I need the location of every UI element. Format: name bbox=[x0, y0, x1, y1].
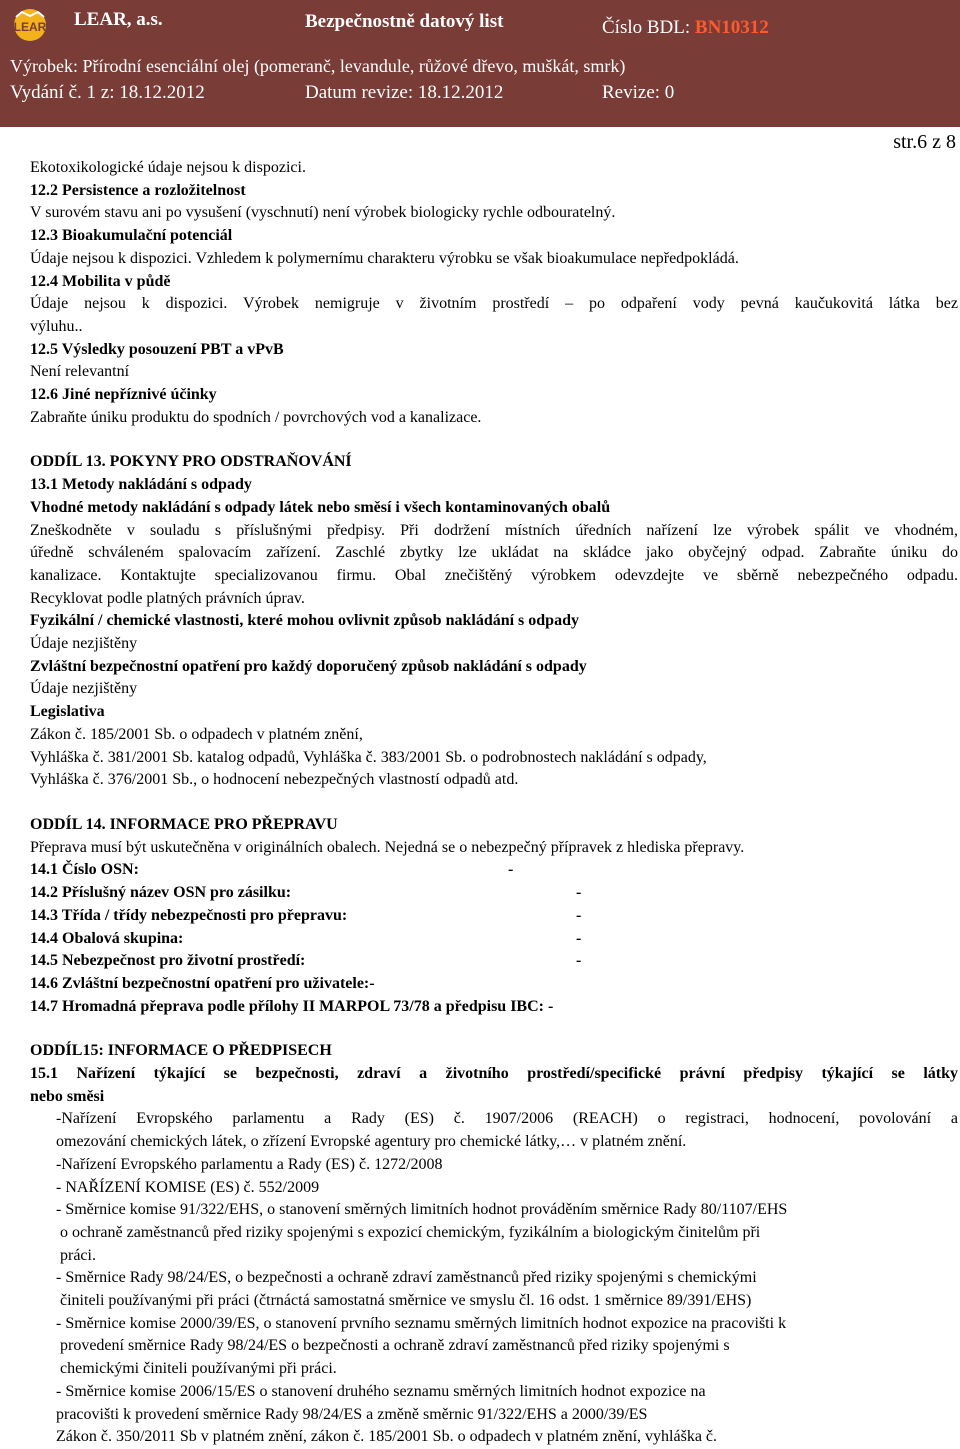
reg-item: - Směrnice komise 2000/39/ES, o stanovení prvního seznamu směrných limitních hodnot expozice na pracovišti k bbox=[56, 1314, 787, 1332]
s14-row-value: - bbox=[576, 884, 582, 902]
s14-intro: Přeprava musí být uskutečněna v originálních obalech. Nejedná se o nebezpečný přípravek z hlediska přepravy. bbox=[30, 838, 745, 856]
s14-row-5 bbox=[30, 950, 958, 973]
s14-row-value: - bbox=[576, 929, 582, 947]
s13-sub-precautions: Zvláštní bezpečnostní opatření pro každý doporučený způsob nakládání s odpady bbox=[30, 657, 587, 675]
svg-text:LEAR: LEAR bbox=[13, 20, 47, 34]
document-type: Bezpečnostně datový list bbox=[305, 11, 504, 32]
s15-1-heading: 15.1 Nařízení týkající se bezpečnosti, zdraví a životního prostředí/specifické právní předpisy týkající se látky bbox=[30, 1065, 958, 1083]
s14-row-label: 14.5 Nebezpečnost pro životní prostředí: bbox=[30, 952, 306, 970]
s14-row-value: - bbox=[508, 861, 514, 879]
s13-para-line4: Recyklovat podle platných právních úprav. bbox=[30, 589, 305, 607]
s12-ecotox-text: Ekotoxikologické údaje nejsou k dispozici. bbox=[30, 159, 306, 176]
reg-item: -Nařízení Evropského parlamentu a Rady (ES) č. 1272/2008 bbox=[56, 1155, 443, 1173]
s14-row-label: 14.2 Příslušný název OSN pro zásilku: bbox=[30, 884, 292, 902]
s14-row-value: - bbox=[576, 952, 582, 970]
reg-item: pracovišti k provedení směrnice Rady 98/24/ES a změně směrnic 91/322/EHS a 2000/39/ES bbox=[56, 1405, 648, 1423]
document-body bbox=[30, 157, 958, 1449]
bdl-number-field bbox=[602, 17, 769, 39]
reg-item: - Směrnice komise 91/322/EHS, o stanovení směrných limitních hodnot prováděním směrnice Rady 80/1107/EHS bbox=[56, 1201, 788, 1219]
s14-row-1 bbox=[30, 859, 958, 882]
s13-legislation-3: Vyhláška č. 376/2001 Sb., o hodnocení nebezpečných vlastností odpadů atd. bbox=[30, 771, 519, 789]
reg-item: - NAŘÍZENÍ KOMISE (ES) č. 552/2009 bbox=[56, 1178, 320, 1196]
reg-item: omezování chemických látek, o zřízení Evropské agentury pro chemické látky,… v platném znění. bbox=[56, 1133, 687, 1151]
s13-title: ODDÍL 13. POKYNY PRO ODSTRAŇOVÁNÍ bbox=[30, 453, 352, 471]
s14-title: ODDÍL 14. INFORMACE PRO PŘEPRAVU bbox=[30, 815, 338, 833]
s13-properties-value: Údaje nezjištěny bbox=[30, 635, 138, 653]
s13-sub-legislation: Legislativa bbox=[30, 703, 105, 721]
s14-row-2 bbox=[30, 882, 958, 905]
product-name: Výrobek: Přírodní esenciální olej (pomeranč, levandule, růžové dřevo, muškát, smrk) bbox=[10, 56, 626, 76]
s12-4-heading: 12.4 Mobilita v půdě bbox=[30, 272, 171, 290]
reg-item: - Směrnice Rady 98/24/ES, o bezpečnosti a ochraně zdraví zaměstnanců před riziky spojenými s chemickými bbox=[56, 1269, 757, 1287]
s12-3-text: Údaje nejsou k dispozici. Vzhledem k polymernímu charakteru výrobku se však bioakumulace nepředpokládá. bbox=[30, 249, 739, 267]
s13-legislation-1: Zákon č. 185/2001 Sb. o odpadech v platném znění, bbox=[30, 725, 363, 743]
s14-row-6: 14.6 Zvláštní bezpečnostní opatření pro uživatele:- bbox=[30, 974, 375, 992]
s12-6-heading: 12.6 Jiné nepříznivé účinky bbox=[30, 386, 217, 404]
revision-date: Datum revize: 18.12.2012 bbox=[305, 82, 504, 103]
s13-1-heading: 13.1 Metody nakládání s odpady bbox=[30, 476, 252, 494]
s12-2-heading: 12.2 Persistence a rozložitelnost bbox=[30, 181, 246, 199]
s15-1-heading-cont: nebo směsi bbox=[30, 1087, 105, 1105]
s14-row-3 bbox=[30, 905, 958, 928]
s14-row-7: 14.7 Hromadná přeprava podle přílohy II MARPOL 73/78 a předpisu IBC: - bbox=[30, 997, 554, 1015]
reg-item: chemickými činiteli používanými při práci. bbox=[60, 1360, 337, 1378]
reg-item: Zákon č. 350/2011 Sb v platném znění, zákon č. 185/2001 Sb. o odpadech v platném znění, vyhláška č. bbox=[56, 1428, 718, 1446]
reg-item: - Směrnice komise 2006/15/ES o stanovení druhého seznamu směrných limitních hodnot expozice na bbox=[56, 1382, 706, 1400]
reg-item: o ochraně zaměstnanců před riziky spojenými s expozicí chemickým, fyzikálním a biologickým činitelům při bbox=[60, 1223, 761, 1241]
s12-5-text: Není relevantní bbox=[30, 363, 130, 381]
s12-4-text: Údaje nejsou k dispozici. Výrobek nemigruje v životním prostředí – po odpaření vody pevná kaučukovitá látka bez bbox=[30, 295, 958, 313]
reg-item: provedení směrnice Rady 98/24/ES o bezpečnosti a ochraně zdraví zaměstnanců před riziky spojenými s bbox=[60, 1337, 730, 1355]
reg-item: činiteli používanými při práci (čtrnáctá samostatná směrnice ve smyslu čl. 16 odst. 1 směrnice 89/391/EHS) bbox=[60, 1292, 752, 1310]
s13-precautions-value: Údaje nezjištěny bbox=[30, 680, 138, 698]
s14-row-value: - bbox=[576, 906, 582, 924]
lear-logo bbox=[4, 8, 56, 42]
bdl-label: Číslo BDL: bbox=[602, 17, 695, 38]
s13-sub-properties: Fyzikální / chemické vlastnosti, které mohou ovlivnit způsob nakládání s odpady bbox=[30, 612, 579, 630]
s13-sub-methods: Vhodné metody nakládání s odpady látek nebo směsí i všech kontaminovaných obalů bbox=[30, 498, 611, 516]
s15-title: ODDÍL15: INFORMACE O PŘEDPISECH bbox=[30, 1042, 332, 1060]
reg-item: -Nařízení Evropského parlamentu a Rady (ES) č. 1907/2006 (REACH) o registraci, hodnocení, povolování a bbox=[56, 1110, 958, 1128]
s14-row-label: 14.3 Třída / třídy nebezpečnosti pro přepravu: bbox=[30, 906, 348, 924]
s12-4-text-cont: výluhu.. bbox=[30, 317, 83, 335]
page-number: str.6 z 8 bbox=[893, 131, 956, 153]
revision-number: Revize: 0 bbox=[602, 82, 675, 103]
s12-5-heading: 12.5 Výsledky posouzení PBT a vPvB bbox=[30, 340, 284, 358]
issue-number: Vydání č. 1 z: 18.12.2012 bbox=[10, 82, 205, 103]
s13-para-line2: úředně schváleném spalovacím zařízení. Zaschlé zbytky lze ukládat na skládce jako obyčejný odpad. Zabraňte úniku do bbox=[30, 544, 958, 562]
s12-6-text: Zabraňte úniku produktu do spodních / povrchových vod a kanalizace. bbox=[30, 408, 482, 426]
s12-3-heading: 12.3 Bioakumulační potenciál bbox=[30, 227, 233, 245]
s12-2-text: V surovém stavu ani po vysušení (vyschnutí) není výrobek biologicky rychle odbouratelný. bbox=[30, 204, 616, 222]
s13-para-line3: kanalizace. Kontaktujte specializovanou firmu. Obal znečištěný výrobkem odevzdejte ve sběrně nebezpečného odpadu. bbox=[30, 566, 958, 584]
document-header bbox=[0, 0, 960, 127]
s14-row-label: 14.4 Obalová skupina: bbox=[30, 929, 184, 947]
s14-row-label: 14.1 Číslo OSN: bbox=[30, 861, 139, 879]
s14-row-4 bbox=[30, 928, 958, 951]
reg-item: práci. bbox=[60, 1246, 96, 1264]
s13-legislation-2: Vyhláška č. 381/2001 Sb. katalog odpadů, Vyhláška č. 383/2001 Sb. o podrobnostech nakládání s odpady, bbox=[30, 748, 707, 766]
bdl-number: BN10312 bbox=[694, 17, 769, 38]
s13-para-line1: Zneškodněte v souladu s příslušnými předpisy. Při dodržení místních úředních nařízení lze výrobek spálit ve vhodném, bbox=[30, 521, 958, 539]
company-name: LEAR, a.s. bbox=[74, 9, 163, 30]
